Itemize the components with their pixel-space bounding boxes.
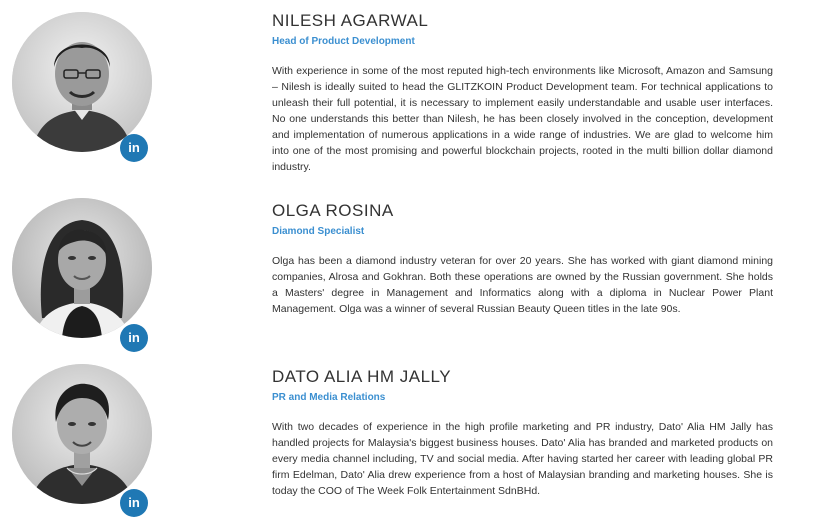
- member-name: NILESH AGARWAL: [272, 11, 429, 30]
- profile-photo-alia: [12, 364, 152, 504]
- member-bio: With experience in some of the most reputed high-tech environments like Microsoft, Amazon and Samsung – Nilesh is ideally suited to head the GLITZKOIN Product Development team. For technical applications to unleash their full potential, it is necessary to implement easily understandable and usable user interfaces. No one understands this better than Nilesh, he has been closely involved in the conception, development and implementation of numerous applications in a wide range of industries. We are glad to welcome him into one of the most promising and powerful blockchain projects, rooted in the multi billion dollar diamond industry.: [272, 65, 773, 173]
- member-role: Diamond Specialist: [272, 226, 365, 237]
- member-role: Head of Product Development: [272, 36, 415, 47]
- member-name: OLGA ROSINA: [272, 201, 394, 220]
- profile-photo: [12, 198, 152, 338]
- profile-photo-nilesh: [12, 12, 152, 152]
- member-info: [272, 10, 773, 175]
- linkedin-icon[interactable]: in: [120, 489, 148, 517]
- profile-photo-olga: [12, 198, 152, 338]
- profile-photo: [12, 364, 152, 504]
- member-bio: With two decades of experience in the high profile marketing and PR industry, Dato' Alia HM Jally has handled projects for Malaysia's biggest business houses. Dato' Alia has branded and marketed products on every media channel including, TV and social media. After having started her career with leading global PR firm Edelman, Dato' Alia drew experience from a host of Malaysian branding and marketing houses. She is today the COO of The Week Folk Entertainment SdnBHd.: [272, 421, 773, 497]
- linkedin-icon[interactable]: in: [120, 324, 148, 352]
- member-info: [272, 200, 773, 317]
- member-bio: Olga has been a diamond industry veteran for over 20 years. She has worked with giant diamond mining companies, Alrosa and Gokhran. Both these operations are owned by the Russian government. She holds a Masters' degree in Management and Informatics along with a diploma in Nuclear Power Plant Management. Olga was a winner of several Russian Beauty Queen titles in the late 90s.: [272, 255, 773, 315]
- member-role: PR and Media Relations: [272, 392, 386, 403]
- member-info: [272, 366, 773, 499]
- profile-photo: [12, 12, 152, 152]
- linkedin-icon[interactable]: in: [120, 134, 148, 162]
- member-name: DATO ALIA HM JALLY: [272, 367, 452, 386]
